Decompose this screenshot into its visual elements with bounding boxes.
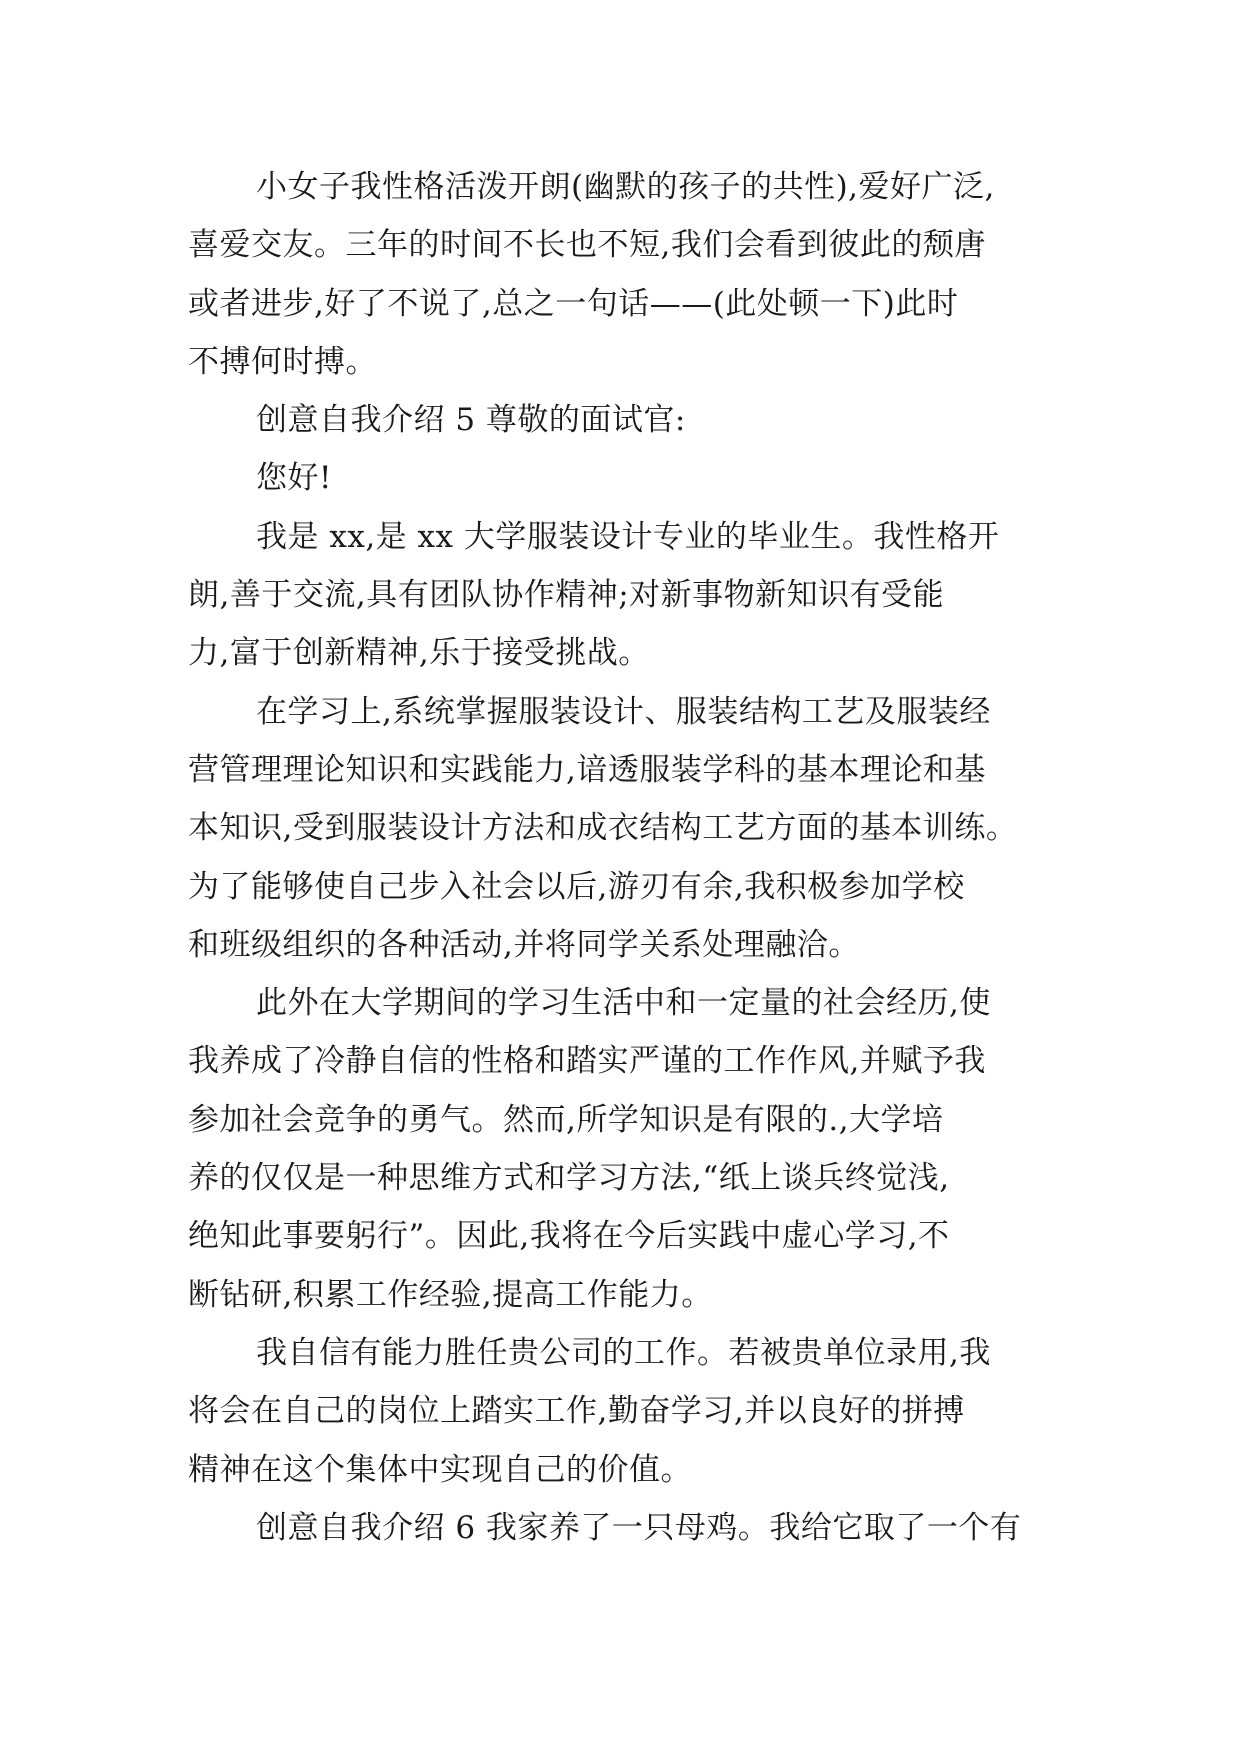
text-line: 我是 xx,是 xx 大学服装设计专业的毕业生。我性格开 xyxy=(256,518,1000,555)
text-line: 营管理理论知识和实践能力,谙透服装学科的基本理论和基 xyxy=(188,751,986,788)
text-line: 为了能够使自己步入社会以后,游刃有余,我积极参加学校 xyxy=(188,868,965,905)
text-line: 创意自我介绍 5 尊敬的面试官: xyxy=(256,402,686,439)
text-line: 或者进步,好了不说了,总之一句话——(此处顿一下)此时 xyxy=(188,285,959,322)
text-line: 绝知此事要躬行”。因此,我将在今后实践中虚心学习,不 xyxy=(188,1218,950,1255)
text-line: 力,富于创新精神,乐于接受挑战。 xyxy=(188,635,650,672)
text-line: 在学习上,系统掌握服装设计、服装结构工艺及服装经 xyxy=(256,693,991,730)
document-body xyxy=(188,158,1058,1557)
text-line: 此外在大学期间的学习生活中和一定量的社会经历,使 xyxy=(256,985,991,1022)
text-line: 小女子我性格活泼开朗(幽默的孩子的共性),爱好广泛, xyxy=(256,169,995,205)
text-line: 养的仅仅是一种思维方式和学习方法,“纸上谈兵终觉浅, xyxy=(188,1160,950,1197)
text-line: 本知识,受到服装设计方法和成衣结构工艺方面的基本训练。 xyxy=(188,810,1018,847)
text-line: 创意自我介绍 6 我家养了一只母鸡。我给它取了一个有 xyxy=(256,1509,1022,1546)
text-line: 我自信有能力胜任贵公司的工作。若被贵单位录用,我 xyxy=(256,1334,991,1371)
text-line: 不搏何时搏。 xyxy=(188,343,377,380)
text-line: 喜爱交友。三年的时间不长也不短,我们会看到彼此的颓唐 xyxy=(188,227,986,264)
text-line: 断钻研,积累工作经验,提高工作能力。 xyxy=(188,1276,713,1313)
text-line: 参加社会竞争的勇气。然而,所学知识是有限的.,大学培 xyxy=(188,1101,944,1138)
text-line: 您好! xyxy=(256,460,332,497)
text-line: 朗,善于交流,具有团队协作精神;对新事物新知识有受能 xyxy=(188,577,945,614)
text-line: 我养成了冷静自信的性格和踏实严谨的工作作风,并赋予我 xyxy=(188,1043,986,1080)
text-line: 将会在自己的岗位上踏实工作,勤奋学习,并以良好的拼搏 xyxy=(188,1393,965,1430)
text-line: 精神在这个集体中实现自己的价值。 xyxy=(188,1451,692,1488)
text-line: 和班级组织的各种活动,并将同学关系处理融洽。 xyxy=(188,926,860,963)
